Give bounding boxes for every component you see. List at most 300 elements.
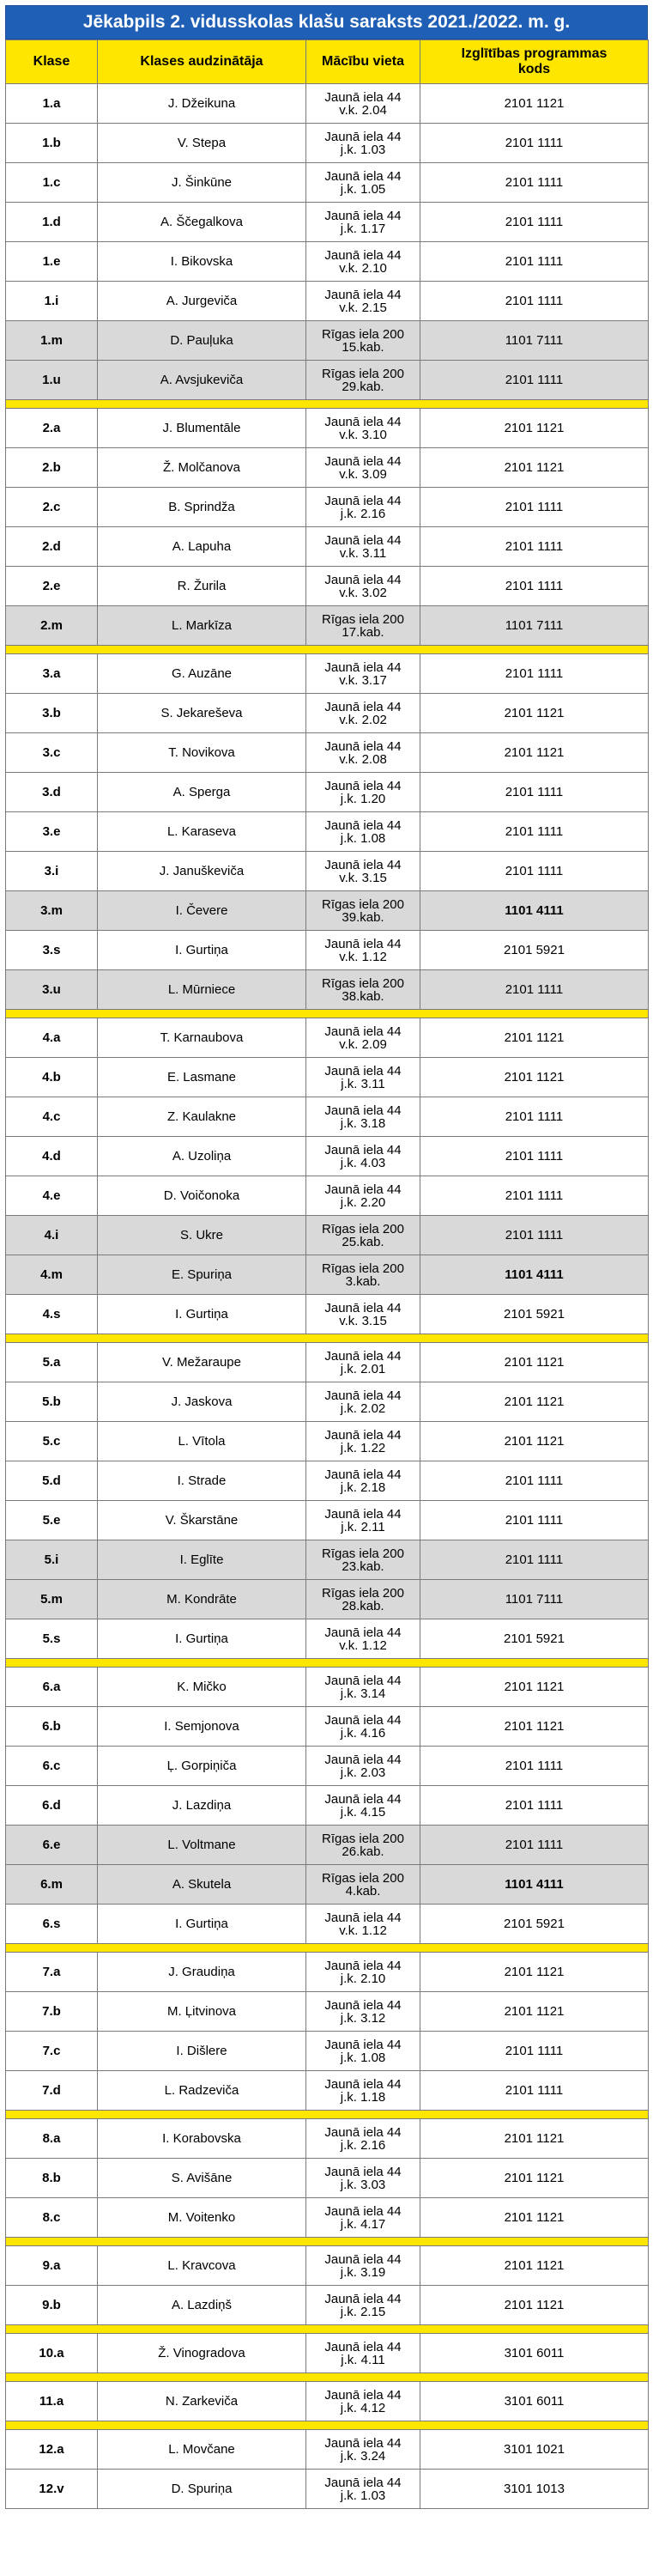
class-cell: 5.i bbox=[6, 1540, 98, 1580]
table-row bbox=[6, 1580, 649, 1619]
location-address: Jaunā iela 44 bbox=[324, 208, 402, 223]
group-separator bbox=[6, 1334, 649, 1343]
class-cell: 9.b bbox=[6, 2286, 98, 2325]
location-room: j.k. 2.20 bbox=[340, 1194, 386, 1210]
program-code-cell: 3101 1013 bbox=[420, 2470, 649, 2509]
teacher-cell: A. Avsjukeviča bbox=[98, 361, 306, 400]
location-room: j.k. 1.03 bbox=[340, 142, 386, 157]
program-code-cell: 3101 1021 bbox=[420, 2430, 649, 2470]
location-room: j.k. 3.24 bbox=[340, 2448, 386, 2464]
location-cell bbox=[306, 1343, 420, 1382]
table-row bbox=[6, 1953, 649, 1992]
table-row bbox=[6, 1137, 649, 1176]
program-code-cell: 2101 1121 bbox=[420, 1707, 649, 1747]
class-cell: 3.u bbox=[6, 970, 98, 1010]
location-room: j.k. 1.17 bbox=[340, 221, 386, 236]
class-cell: 1.d bbox=[6, 203, 98, 242]
location-address: Jaunā iela 44 bbox=[324, 1997, 402, 2013]
program-code-cell: 1101 4111 bbox=[420, 891, 649, 931]
location-room: v.k. 3.17 bbox=[339, 672, 387, 688]
table-row bbox=[6, 1501, 649, 1540]
class-cell: 7.c bbox=[6, 2032, 98, 2071]
location-address: Jaunā iela 44 bbox=[324, 1300, 402, 1315]
table-row bbox=[6, 488, 649, 527]
location-address: Jaunā iela 44 bbox=[324, 2037, 402, 2052]
location-cell bbox=[306, 1826, 420, 1865]
location-room: j.k. 3.19 bbox=[340, 2264, 386, 2280]
location-address: Jaunā iela 44 bbox=[324, 287, 402, 302]
location-cell bbox=[306, 606, 420, 646]
class-cell: 5.m bbox=[6, 1580, 98, 1619]
class-cell: 8.a bbox=[6, 2119, 98, 2159]
program-code-cell: 2101 1121 bbox=[420, 2198, 649, 2238]
table-header-row bbox=[6, 40, 649, 84]
location-address: Rīgas iela 200 bbox=[322, 366, 404, 381]
location-room: j.k. 4.15 bbox=[340, 1804, 386, 1820]
teacher-cell: Z. Kaulakne bbox=[98, 1097, 306, 1137]
teacher-cell: J. Jaskova bbox=[98, 1382, 306, 1422]
teacher-cell: I. Eglīte bbox=[98, 1540, 306, 1580]
class-cell: 5.d bbox=[6, 1461, 98, 1501]
teacher-cell: L. Movčane bbox=[98, 2430, 306, 2470]
group-separator bbox=[6, 2238, 649, 2246]
teacher-cell: S. Ukre bbox=[98, 1216, 306, 1255]
location-room: 3.kab. bbox=[345, 1273, 381, 1289]
class-cell: 4.e bbox=[6, 1176, 98, 1216]
teacher-cell: J. Lazdiņa bbox=[98, 1786, 306, 1826]
teacher-cell: J. Januškeviča bbox=[98, 852, 306, 891]
location-address: Jaunā iela 44 bbox=[324, 1024, 402, 1039]
teacher-cell: D. Voičonoka bbox=[98, 1176, 306, 1216]
table-row bbox=[6, 409, 649, 448]
group-separator bbox=[6, 2421, 649, 2430]
program-code-cell: 2101 1121 bbox=[420, 448, 649, 488]
location-cell bbox=[306, 1707, 420, 1747]
program-code-cell: 2101 1121 bbox=[420, 733, 649, 773]
group-separator-cell bbox=[6, 2325, 649, 2334]
teacher-cell: I. Gurtiņa bbox=[98, 1295, 306, 1334]
program-code-cell: 1101 4111 bbox=[420, 1255, 649, 1295]
table-row bbox=[6, 84, 649, 124]
location-address: Jaunā iela 44 bbox=[324, 659, 402, 675]
location-address: Jaunā iela 44 bbox=[324, 168, 402, 184]
column-header-program-code-line1: Izglītības programmas bbox=[461, 46, 608, 61]
table-row bbox=[6, 1382, 649, 1422]
program-code-cell: 2101 1111 bbox=[420, 1786, 649, 1826]
table-row bbox=[6, 2286, 649, 2325]
location-cell bbox=[306, 1668, 420, 1707]
class-list-table bbox=[5, 39, 649, 2509]
teacher-cell: A. Skutela bbox=[98, 1865, 306, 1905]
teacher-cell: L. Karaseva bbox=[98, 812, 306, 852]
location-room: v.k. 1.12 bbox=[339, 1637, 387, 1653]
teacher-cell: S. Jekareševa bbox=[98, 694, 306, 733]
location-cell bbox=[306, 1422, 420, 1461]
location-cell bbox=[306, 1216, 420, 1255]
location-address: Jaunā iela 44 bbox=[324, 1388, 402, 1403]
location-cell bbox=[306, 970, 420, 1010]
table-row bbox=[6, 733, 649, 773]
location-cell bbox=[306, 2430, 420, 2470]
table-row bbox=[6, 2198, 649, 2238]
program-code-cell: 2101 1111 bbox=[420, 1216, 649, 1255]
table-row bbox=[6, 1255, 649, 1295]
location-cell bbox=[306, 567, 420, 606]
table-row bbox=[6, 1343, 649, 1382]
group-separator-cell bbox=[6, 2238, 649, 2246]
class-cell: 2.m bbox=[6, 606, 98, 646]
class-cell: 5.s bbox=[6, 1619, 98, 1659]
location-address: Rīgas iela 200 bbox=[322, 896, 404, 912]
location-room: j.k. 1.03 bbox=[340, 2488, 386, 2503]
group-separator-cell bbox=[6, 1010, 649, 1018]
teacher-cell: A. Lapuha bbox=[98, 527, 306, 567]
program-code-cell: 2101 1121 bbox=[420, 2246, 649, 2286]
class-cell: 12.v bbox=[6, 2470, 98, 2509]
location-cell bbox=[306, 242, 420, 282]
location-room: v.k. 3.11 bbox=[339, 545, 387, 561]
teacher-cell: V. Mežaraupe bbox=[98, 1343, 306, 1382]
location-room: 15.kab. bbox=[342, 339, 384, 355]
program-code-cell: 2101 1111 bbox=[420, 970, 649, 1010]
location-cell bbox=[306, 891, 420, 931]
teacher-cell: M. Voitenko bbox=[98, 2198, 306, 2238]
table-row bbox=[6, 891, 649, 931]
teacher-cell: I. Čevere bbox=[98, 891, 306, 931]
class-cell: 8.b bbox=[6, 2159, 98, 2198]
location-address: Jaunā iela 44 bbox=[324, 936, 402, 951]
location-cell bbox=[306, 84, 420, 124]
location-room: v.k. 2.08 bbox=[339, 751, 387, 767]
program-code-cell: 2101 1111 bbox=[420, 163, 649, 203]
location-room: j.k. 4.17 bbox=[340, 2216, 386, 2232]
table-row bbox=[6, 2430, 649, 2470]
table-row bbox=[6, 2470, 649, 2509]
location-address: Rīgas iela 200 bbox=[322, 1546, 404, 1561]
location-room: j.k. 3.12 bbox=[340, 2010, 386, 2026]
location-address: Jaunā iela 44 bbox=[324, 572, 402, 587]
table-row bbox=[6, 1992, 649, 2032]
location-room: j.k. 4.12 bbox=[340, 2400, 386, 2415]
table-row bbox=[6, 1540, 649, 1580]
program-code-cell: 2101 1111 bbox=[420, 1097, 649, 1137]
location-room: v.k. 2.04 bbox=[339, 102, 387, 118]
location-room: v.k. 2.15 bbox=[339, 300, 387, 315]
program-code-cell: 2101 1111 bbox=[420, 654, 649, 694]
table-row bbox=[6, 2382, 649, 2421]
location-room: j.k. 2.16 bbox=[340, 506, 386, 521]
location-cell bbox=[306, 2246, 420, 2286]
program-code-cell: 2101 1121 bbox=[420, 2286, 649, 2325]
program-code-cell: 2101 1111 bbox=[420, 567, 649, 606]
group-separator-cell bbox=[6, 2421, 649, 2430]
location-cell bbox=[306, 361, 420, 400]
program-code-cell: 2101 1121 bbox=[420, 409, 649, 448]
class-cell: 1.i bbox=[6, 282, 98, 321]
location-address: Jaunā iela 44 bbox=[324, 129, 402, 144]
program-code-cell: 2101 1121 bbox=[420, 1018, 649, 1058]
location-cell bbox=[306, 124, 420, 163]
location-address: Jaunā iela 44 bbox=[324, 1427, 402, 1443]
location-cell bbox=[306, 1747, 420, 1786]
teacher-cell: V. Škarstāne bbox=[98, 1501, 306, 1540]
program-code-cell: 2101 1111 bbox=[420, 1747, 649, 1786]
location-address: Jaunā iela 44 bbox=[324, 2387, 402, 2403]
location-room: j.k. 2.16 bbox=[340, 2137, 386, 2153]
teacher-cell: Ž. Vinogradova bbox=[98, 2334, 306, 2373]
group-separator-cell bbox=[6, 1659, 649, 1668]
location-cell bbox=[306, 1992, 420, 2032]
location-cell bbox=[306, 409, 420, 448]
program-code-cell: 2101 1111 bbox=[420, 1540, 649, 1580]
location-cell bbox=[306, 448, 420, 488]
teacher-cell: E. Lasmane bbox=[98, 1058, 306, 1097]
location-room: v.k. 3.15 bbox=[339, 1313, 387, 1328]
table-row bbox=[6, 1216, 649, 1255]
program-code-cell: 2101 1111 bbox=[420, 1461, 649, 1501]
location-cell bbox=[306, 203, 420, 242]
location-address: Rīgas iela 200 bbox=[322, 1221, 404, 1236]
table-row bbox=[6, 606, 649, 646]
table-row bbox=[6, 1668, 649, 1707]
program-code-cell: 2101 1121 bbox=[420, 2159, 649, 2198]
location-address: Jaunā iela 44 bbox=[324, 2164, 402, 2179]
program-code-cell: 2101 5921 bbox=[420, 1619, 649, 1659]
class-cell: 6.s bbox=[6, 1905, 98, 1944]
location-cell bbox=[306, 2071, 420, 2111]
class-cell: 6.b bbox=[6, 1707, 98, 1747]
program-code-cell: 2101 5921 bbox=[420, 1295, 649, 1334]
program-code-cell: 2101 1111 bbox=[420, 2071, 649, 2111]
program-code-cell: 3101 6011 bbox=[420, 2334, 649, 2373]
teacher-cell: J. Blumentāle bbox=[98, 409, 306, 448]
location-cell bbox=[306, 1382, 420, 1422]
teacher-cell: B. Sprindža bbox=[98, 488, 306, 527]
program-code-cell: 2101 1111 bbox=[420, 1176, 649, 1216]
location-cell bbox=[306, 527, 420, 567]
location-cell bbox=[306, 1461, 420, 1501]
class-cell: 1.b bbox=[6, 124, 98, 163]
location-cell bbox=[306, 321, 420, 361]
location-cell bbox=[306, 2119, 420, 2159]
location-room: v.k. 3.02 bbox=[339, 585, 387, 600]
table-row bbox=[6, 124, 649, 163]
teacher-cell: S. Avišāne bbox=[98, 2159, 306, 2198]
class-cell: 7.b bbox=[6, 1992, 98, 2032]
program-code-cell: 2101 1111 bbox=[420, 361, 649, 400]
class-cell: 2.d bbox=[6, 527, 98, 567]
location-cell bbox=[306, 1953, 420, 1992]
location-room: v.k. 2.10 bbox=[339, 260, 387, 276]
table-row bbox=[6, 1826, 649, 1865]
table-row bbox=[6, 2334, 649, 2373]
location-room: v.k. 2.02 bbox=[339, 712, 387, 727]
location-address: Jaunā iela 44 bbox=[324, 1142, 402, 1157]
class-cell: 6.e bbox=[6, 1826, 98, 1865]
class-cell: 3.d bbox=[6, 773, 98, 812]
table-row bbox=[6, 1786, 649, 1826]
location-address: Jaunā iela 44 bbox=[324, 2124, 402, 2140]
table-row bbox=[6, 1619, 649, 1659]
teacher-cell: I. Semjonova bbox=[98, 1707, 306, 1747]
teacher-cell: T. Karnaubova bbox=[98, 1018, 306, 1058]
location-cell bbox=[306, 654, 420, 694]
class-cell: 5.c bbox=[6, 1422, 98, 1461]
program-code-cell: 2101 1111 bbox=[420, 527, 649, 567]
teacher-cell: L. Mūrniece bbox=[98, 970, 306, 1010]
location-address: Jaunā iela 44 bbox=[324, 1673, 402, 1688]
location-cell bbox=[306, 852, 420, 891]
location-address: Rīgas iela 200 bbox=[322, 1831, 404, 1846]
location-cell bbox=[306, 2032, 420, 2071]
location-address: Jaunā iela 44 bbox=[324, 817, 402, 833]
group-separator-cell bbox=[6, 400, 649, 409]
program-code-cell: 2101 1121 bbox=[420, 694, 649, 733]
class-cell: 7.d bbox=[6, 2071, 98, 2111]
location-cell bbox=[306, 1501, 420, 1540]
location-room: v.k. 3.15 bbox=[339, 870, 387, 885]
location-address: Jaunā iela 44 bbox=[324, 1752, 402, 1767]
table-row bbox=[6, 1295, 649, 1334]
location-address: Jaunā iela 44 bbox=[324, 247, 402, 263]
page-title: Jēkabpils 2. vidusskolas klašu saraksts 2021./2022. m. g. bbox=[5, 5, 648, 39]
table-row bbox=[6, 1058, 649, 1097]
class-cell: 3.a bbox=[6, 654, 98, 694]
table-row bbox=[6, 2119, 649, 2159]
table-row bbox=[6, 1461, 649, 1501]
location-room: j.k. 4.11 bbox=[341, 2352, 385, 2367]
location-address: Jaunā iela 44 bbox=[324, 453, 402, 469]
class-cell: 10.a bbox=[6, 2334, 98, 2373]
location-address: Rīgas iela 200 bbox=[322, 1261, 404, 1276]
class-cell: 6.c bbox=[6, 1747, 98, 1786]
table-row bbox=[6, 1176, 649, 1216]
teacher-cell: I. Bikovska bbox=[98, 242, 306, 282]
location-address: Jaunā iela 44 bbox=[324, 89, 402, 105]
program-code-cell: 2101 1121 bbox=[420, 1058, 649, 1097]
program-code-cell: 2101 1111 bbox=[420, 488, 649, 527]
location-address: Jaunā iela 44 bbox=[324, 1063, 402, 1078]
location-room: j.k. 2.03 bbox=[340, 1765, 386, 1780]
location-room: 26.kab. bbox=[342, 1844, 384, 1859]
location-room: j.k. 2.02 bbox=[340, 1400, 386, 1416]
location-address: Jaunā iela 44 bbox=[324, 1103, 402, 1118]
table-row bbox=[6, 1905, 649, 1944]
program-code-cell: 2101 1111 bbox=[420, 1137, 649, 1176]
location-room: v.k. 1.12 bbox=[339, 1923, 387, 1938]
class-cell: 3.s bbox=[6, 931, 98, 970]
program-code-cell: 1101 7111 bbox=[420, 321, 649, 361]
column-header-program-code bbox=[420, 40, 649, 84]
location-cell bbox=[306, 931, 420, 970]
class-cell: 7.a bbox=[6, 1953, 98, 1992]
class-cell: 2.b bbox=[6, 448, 98, 488]
location-cell bbox=[306, 2286, 420, 2325]
table-row bbox=[6, 1422, 649, 1461]
class-cell: 5.b bbox=[6, 1382, 98, 1422]
program-code-cell: 2101 1121 bbox=[420, 84, 649, 124]
location-address: Jaunā iela 44 bbox=[324, 778, 402, 793]
location-address: Jaunā iela 44 bbox=[324, 1791, 402, 1807]
location-room: v.k. 2.09 bbox=[339, 1036, 387, 1052]
class-cell: 3.e bbox=[6, 812, 98, 852]
class-cell: 6.a bbox=[6, 1668, 98, 1707]
teacher-cell: K. Mičko bbox=[98, 1668, 306, 1707]
location-address: Rīgas iela 200 bbox=[322, 975, 404, 991]
table-row bbox=[6, 970, 649, 1010]
class-cell: 2.c bbox=[6, 488, 98, 527]
table-row bbox=[6, 852, 649, 891]
teacher-cell: J. Šinkūne bbox=[98, 163, 306, 203]
program-code-cell: 2101 1121 bbox=[420, 1422, 649, 1461]
teacher-cell: A. Sperga bbox=[98, 773, 306, 812]
location-cell bbox=[306, 1018, 420, 1058]
class-cell: 4.m bbox=[6, 1255, 98, 1295]
location-cell bbox=[306, 1137, 420, 1176]
program-code-cell: 3101 6011 bbox=[420, 2382, 649, 2421]
location-room: 28.kab. bbox=[342, 1598, 384, 1613]
teacher-cell: I. Strade bbox=[98, 1461, 306, 1501]
program-code-cell: 2101 1111 bbox=[420, 773, 649, 812]
location-room: v.k. 3.09 bbox=[339, 466, 387, 482]
group-separator bbox=[6, 2325, 649, 2334]
group-separator-cell bbox=[6, 1334, 649, 1343]
location-address: Jaunā iela 44 bbox=[324, 2339, 402, 2354]
program-code-cell: 2101 1121 bbox=[420, 1992, 649, 2032]
program-code-cell: 2101 1111 bbox=[420, 812, 649, 852]
location-cell bbox=[306, 282, 420, 321]
location-room: j.k. 1.18 bbox=[340, 2089, 386, 2105]
program-code-cell: 2101 1121 bbox=[420, 1953, 649, 1992]
table-row bbox=[6, 1707, 649, 1747]
column-header-teacher: Klases audzinātāja bbox=[98, 40, 306, 84]
location-address: Jaunā iela 44 bbox=[324, 699, 402, 714]
teacher-cell: T. Novikova bbox=[98, 733, 306, 773]
table-row bbox=[6, 1865, 649, 1905]
location-cell bbox=[306, 163, 420, 203]
class-cell: 4.d bbox=[6, 1137, 98, 1176]
location-room: v.k. 3.10 bbox=[339, 427, 387, 442]
table-row bbox=[6, 773, 649, 812]
location-cell bbox=[306, 1097, 420, 1137]
teacher-cell: M. Ļitvinova bbox=[98, 1992, 306, 2032]
group-separator-cell bbox=[6, 1944, 649, 1953]
location-room: j.k. 2.11 bbox=[341, 1519, 385, 1534]
location-address: Jaunā iela 44 bbox=[324, 1712, 402, 1728]
location-cell bbox=[306, 1865, 420, 1905]
teacher-cell: I. Gurtiņa bbox=[98, 1905, 306, 1944]
table-row bbox=[6, 282, 649, 321]
teacher-cell: A. Uzoliņa bbox=[98, 1137, 306, 1176]
group-separator bbox=[6, 646, 649, 654]
location-address: Jaunā iela 44 bbox=[324, 1958, 402, 1973]
location-address: Jaunā iela 44 bbox=[324, 414, 402, 429]
location-room: j.k. 1.20 bbox=[340, 791, 386, 806]
location-room: j.k. 3.14 bbox=[340, 1686, 386, 1701]
group-separator-cell bbox=[6, 2111, 649, 2119]
location-room: j.k. 1.22 bbox=[340, 1440, 386, 1455]
location-address: Jaunā iela 44 bbox=[324, 857, 402, 872]
teacher-cell: J. Graudiņa bbox=[98, 1953, 306, 1992]
table-row bbox=[6, 361, 649, 400]
table-row bbox=[6, 527, 649, 567]
class-cell: 4.s bbox=[6, 1295, 98, 1334]
group-separator bbox=[6, 2111, 649, 2119]
program-code-cell: 2101 1111 bbox=[420, 2032, 649, 2071]
teacher-cell: N. Zarkeviča bbox=[98, 2382, 306, 2421]
teacher-cell: Ž. Molčanova bbox=[98, 448, 306, 488]
program-code-cell: 2101 1111 bbox=[420, 124, 649, 163]
